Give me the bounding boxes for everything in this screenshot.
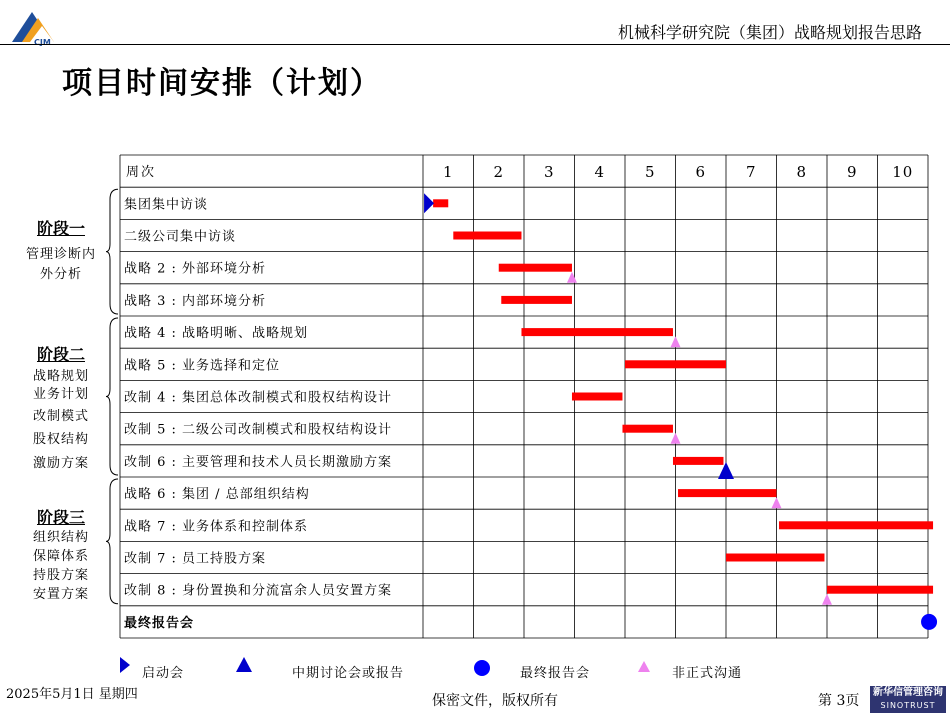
- stage-2-desc-2: 业务计划: [32, 387, 89, 402]
- informal-marker: [822, 594, 832, 605]
- informal-marker: [772, 497, 782, 508]
- task-label: 改制 8 : 身份置换和分流富余人员安置方案: [124, 583, 393, 599]
- task-label: 改制 5 : 二级公司改制模式和股权结构设计: [124, 422, 393, 438]
- week-number: 1: [442, 163, 454, 182]
- week-number: 4: [594, 163, 606, 182]
- stage-2-desc-3: 改制模式: [32, 409, 89, 424]
- informal-marker: [567, 272, 577, 283]
- consultancy-logo-cn: 新华信管理咨询: [873, 687, 943, 698]
- stage-3-desc-1: 组织结构: [32, 530, 89, 545]
- schedule-bar: [501, 296, 572, 304]
- schedule-bar: [499, 264, 572, 272]
- schedule-bar: [678, 489, 776, 497]
- legend-informal-icon: [636, 659, 652, 675]
- stage-3-desc-4: 安置方案: [32, 587, 89, 602]
- schedule-bar: [779, 521, 933, 529]
- stage-2-desc-4: 股权结构: [32, 432, 89, 447]
- schedule-bar: [433, 199, 448, 207]
- week-number: 8: [796, 163, 808, 182]
- week-number: 6: [695, 163, 707, 182]
- informal-marker: [671, 433, 681, 444]
- task-label: 改制 4 : 集团总体改制模式和股权结构设计: [124, 390, 393, 406]
- week-number: 9: [846, 163, 858, 182]
- schedule-bar: [827, 586, 933, 594]
- footer-date: 2025年5月1日 星期四: [6, 687, 138, 702]
- stage-3-brace: [106, 479, 118, 604]
- legend-start-label: 启动会: [142, 666, 185, 681]
- stage-1-desc-1: 管理诊断内: [25, 247, 96, 262]
- schedule-bar: [572, 393, 623, 401]
- legend-final-icon: [473, 659, 491, 677]
- task-label: 战略 2 : 外部环境分析: [124, 261, 267, 277]
- stage-2-title: 阶段二: [36, 345, 85, 364]
- task-label: 最终报告会: [124, 615, 195, 631]
- stage-3-title: 阶段三: [36, 508, 85, 527]
- schedule-bar: [521, 328, 673, 336]
- stage-3-desc-3: 持股方案: [32, 568, 89, 583]
- legend-midterm-label: 中期讨论会或报告: [292, 666, 405, 681]
- footer-confidential: 保密文件，版权所有: [432, 693, 558, 709]
- task-label: 集团集中访谈: [124, 197, 209, 213]
- schedule-bar: [673, 457, 724, 465]
- task-label: 二级公司集中访谈: [124, 229, 237, 245]
- task-label: 战略 6 : 集团 / 总部组织结构: [124, 487, 310, 503]
- week-header: 周次: [126, 165, 157, 181]
- legend-midterm-icon: [234, 655, 254, 675]
- task-label: 改制 7 : 员工持股方案: [124, 551, 267, 567]
- schedule-bar: [625, 360, 726, 368]
- footer-page-number: 第 3页: [818, 693, 860, 709]
- legend-final-label: 最终报告会: [520, 666, 591, 681]
- task-label: 改制 6 : 主要管理和技术人员长期激励方案: [124, 454, 393, 470]
- informal-marker: [671, 336, 681, 347]
- schedule-bar: [622, 425, 673, 433]
- task-label: 战略 7 : 业务体系和控制体系: [124, 519, 309, 535]
- stage-2-desc-5: 激励方案: [32, 456, 89, 471]
- week-number: 3: [543, 163, 555, 182]
- stage-2-brace: [106, 318, 118, 475]
- stage-1-title: 阶段一: [36, 219, 85, 238]
- week-number: 5: [644, 163, 656, 182]
- week-number: 10: [892, 163, 914, 182]
- schedule-bar: [453, 232, 521, 240]
- final-marker: [921, 614, 937, 630]
- legend-start-icon: [118, 655, 132, 677]
- stage-1-desc-2: 外分析: [39, 267, 82, 282]
- schedule-bar: [726, 554, 824, 562]
- consultancy-logo-en: SINOTRUST: [880, 701, 936, 710]
- task-label: 战略 3 : 内部环境分析: [124, 293, 267, 309]
- logo-text: CJM: [34, 38, 51, 46]
- page-title: 项目时间安排（计划）: [62, 66, 382, 101]
- week-number: 2: [493, 163, 505, 182]
- stage-2-desc-1: 战略规划: [32, 369, 89, 384]
- start-marker: [424, 193, 434, 213]
- task-label: 战略 4 : 战略明晰、战略规划: [124, 326, 309, 342]
- consultancy-logo: [870, 686, 946, 713]
- week-number: 7: [745, 163, 757, 182]
- stage-1-brace: [106, 189, 118, 314]
- legend-informal-label: 非正式沟通: [672, 666, 743, 681]
- stage-3-desc-2: 保障体系: [32, 549, 89, 564]
- task-label: 战略 5 : 业务选择和定位: [124, 358, 281, 374]
- header-title: 机械科学研究院（集团）战略规划报告思路: [617, 23, 922, 42]
